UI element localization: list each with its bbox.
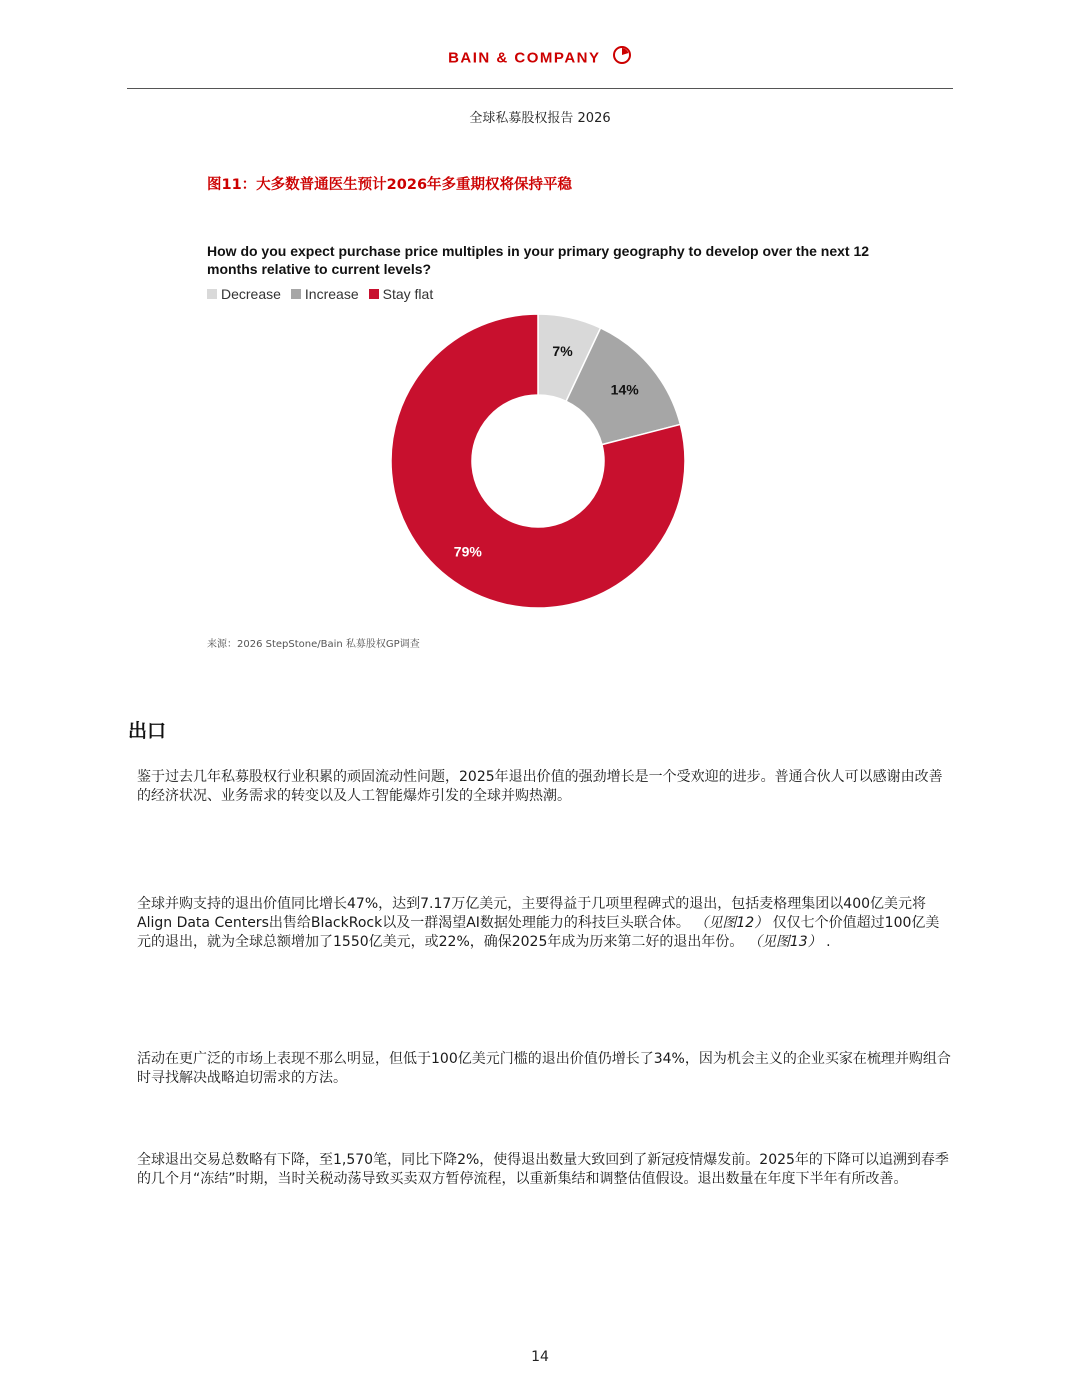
paragraph-2-mid: 仅仅七个价值超过100亿美元的退出，就为全球总额增加了1550亿美元，或22%，确保2025年成为历来第二好的退出年份。 [137,915,940,950]
paragraph-2 [137,895,952,952]
legend-swatch-stay-flat [369,289,379,299]
figure-13-reference: （见图13） [747,934,822,950]
legend-label-decrease: Decrease [221,286,281,302]
section-heading: 出口 [128,720,167,742]
donut-chart [385,308,691,614]
chart-question: How do you expect purchase price multiples in your primary geography to develop over the next 12 months relative to current levels? [207,243,870,277]
report-title: 全球私募股权报告 2026 [469,111,611,126]
chart-source: 来源：2026 StepStone/Bain 私募股权GP调查 [207,639,420,650]
brand-name: BAIN & COMPANY [448,49,601,67]
figure-title: 图11：大多数普通医生预计2026年多重期权将保持平稳 [207,177,573,193]
donut-label-increase: 14% [610,381,639,398]
legend-label-increase: Increase [304,286,359,302]
paragraph-4: 全球退出交易总数略有下降，至1,570笔，同比下降2%，使得退出数量大致回到了新冠疫情爆发前。2025年的下降可以追溯到春季的几个月“冻结”时期，当时关税动荡导致买卖双方暂停流程，以重新集结和调整估值假设。退出数量在年度下半年有所改善。 [137,1152,949,1187]
donut-label-stay-flat: 79% [453,543,482,560]
legend-item-decrease [207,286,281,302]
paragraph-3: 活动在更广泛的市场上表现不那么明显，但低于100亿美元门槛的退出价值仍增长了34%，因为机会主义的企业买家在梳理并购组合时寻找解决战略迫切需求的方法。 [137,1051,951,1086]
figure-12-reference: （见图12） [694,915,769,931]
legend-swatch-decrease [207,289,217,299]
bain-circle-logo-icon [612,45,632,69]
page-number: 14 [531,1349,549,1365]
legend-label-stay-flat: Stay flat [382,286,434,302]
chart-legend [207,286,443,302]
legend-item-stay-flat [369,286,434,302]
paragraph-1: 鉴于过去几年私募股权行业积累的顽固流动性问题，2025年退出价值的强劲增长是一个受欢迎的进步。普通合伙人可以感谢由改善的经济状况、业务需求的转变以及人工智能爆炸引发的全球并购热潮。 [137,769,943,804]
donut-label-decrease: 7% [552,343,573,360]
header-divider [127,88,953,89]
legend-item-increase [291,286,359,302]
paragraph-2-main: 全球并购支持的退出价值同比增长47%，达到7.17万亿美元，主要得益于几项里程碑式的退出，包括麦格理集团以400亿美元将Align Data Centers出售给BlackRock以及一群渴望AI数据处理能力的科技巨头联合体。 [137,896,927,931]
legend-swatch-increase [291,289,301,299]
paragraph-2-end: . [826,934,831,950]
brand-header [0,48,1080,69]
